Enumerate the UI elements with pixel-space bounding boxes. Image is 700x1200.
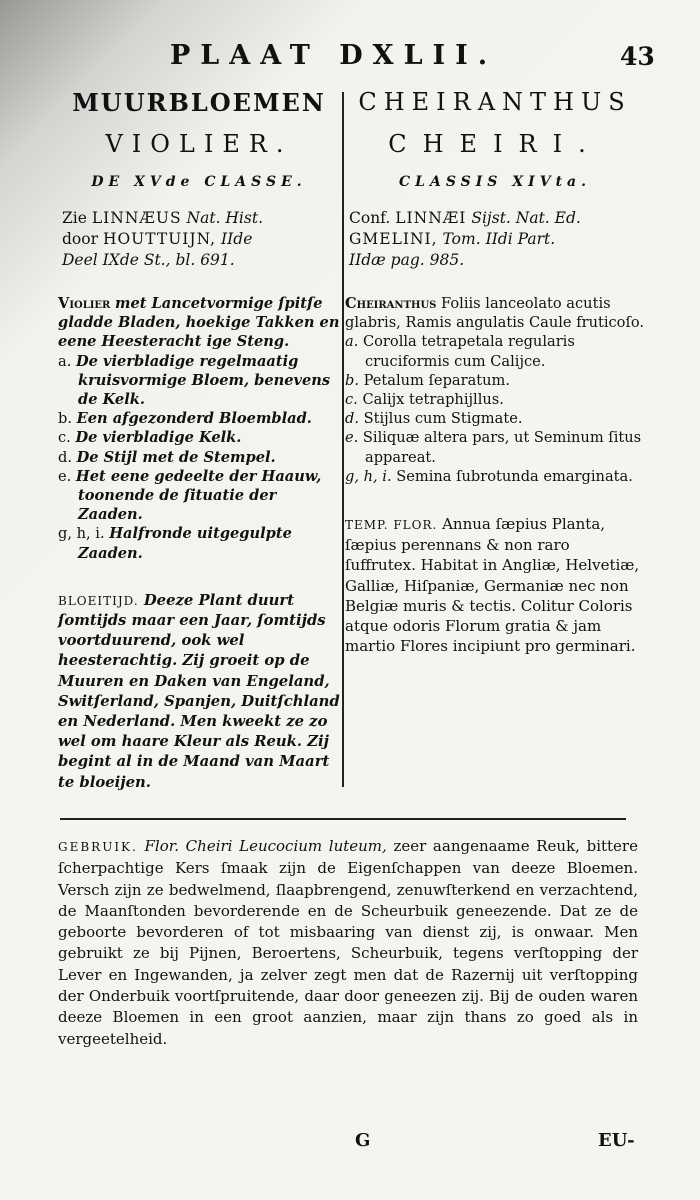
- latin-description: [345, 294, 645, 486]
- ref-page: IIdæ pag. 985.: [349, 251, 465, 269]
- figure-entry: [58, 352, 340, 410]
- figure-entry: [345, 467, 645, 486]
- signature-mark: G: [355, 1130, 371, 1151]
- plate-title: PLAAT DXLII.: [170, 40, 498, 71]
- entry-key: c.: [345, 391, 358, 409]
- ref-volume: IIde: [221, 230, 253, 248]
- entry-text: Petalum ſeparatum.: [363, 371, 511, 389]
- entry-text: Calijx tetraphijllus.: [362, 391, 504, 409]
- ref-work: Sijst. Nat. Ed.: [471, 209, 581, 227]
- latin-flowering: [345, 514, 645, 656]
- column-divider: [342, 92, 344, 787]
- ref-author: GMELINI,: [349, 230, 438, 248]
- entry-key: e.: [345, 429, 359, 447]
- figure-entry: [58, 448, 340, 467]
- dutch-class: DE XVde CLASSE.: [91, 174, 307, 190]
- usage-text: zeer aangenaame Reuk, bittere ſcherpachtige Kers ſmaak zijn de Eigenſchappen van deeze Bloemen. Versch zijn ze bedwelmend, ſlaapbrengend, zenuwſterkend en verzachtend, de Maanſtonden bevorderende en de Scheurbuik geneezende. Dat ze de geboorte bevorderen of tot misbaaring van dienst zij, is onwaar. Men gebruikt ze bij Pijnen, Beroertens, Scheurbuik, tegens verſtopping der Lever en Ingewanden, ja zelver zegt men dat de Razernij uit verſtopping der Onderbuik voortſpruitende, daar door geneezen zij. Bij de ouden waren deeze Bloemen in een groot aanzien, maar zijn thans zo goed als in vergeetelheid.: [58, 837, 638, 1048]
- entry-text: De vierbladige regelmaatig kruisvormige Bloem, benevens de Kelk.: [75, 352, 331, 409]
- dutch-name-line2: VIOLIER.: [105, 130, 293, 158]
- usage-paragraph: [58, 836, 638, 1050]
- entry-key: b.: [58, 410, 72, 428]
- description-intro: Foliis lanceolato acutis glabris, Ramis angulatis Caule fruticoſo.: [345, 295, 645, 332]
- usage-latin-name: Flor. Cheiri Leucocium luteum,: [144, 837, 387, 855]
- description-lead: Violier: [58, 295, 111, 312]
- ref-author: LINNÆUS: [91, 209, 182, 227]
- figure-entry: [345, 390, 645, 409]
- entry-key: g, h, i.: [345, 467, 392, 485]
- ref-prefix: door: [62, 230, 98, 248]
- flowering-text: Deeze Plant duurt ſomtijds maar een Jaar, ſomtijds voortduurend, ook wel heesterachtig. Zij groeit op de Muuren en Daken van Engeland, Switſerland, Spanjen, Duitſchland en Nederland. Men kweekt ze zo wel om haare Kleur als Reuk. Zij begint al in de Maand van Maart te bloeijen.: [58, 591, 340, 791]
- dutch-name-line1: MUURBLOEMEN: [72, 88, 326, 117]
- dutch-description: [58, 294, 340, 563]
- latin-name-line2: CHEIRI.: [388, 130, 602, 158]
- entry-key: a.: [345, 333, 359, 351]
- ref-author: HOUTTUIJN,: [102, 230, 217, 248]
- entry-key: d.: [58, 448, 72, 466]
- entry-text: Het eene gedeelte der Haauw, toonende de ſituatie der Zaaden.: [75, 467, 322, 524]
- flowering-text: Annua ſæpius Planta, ſæpius perennans & non raro ſuffrutex. Habitat in Angliæ, Helvetiæ, Galliæ, Hiſpaniæ, Germaniæ nec non Belgiæ muris & tectis. Colitur Coloris atque odoris Florum gratia & jam martio Flores incipiunt pro germinari.: [345, 515, 640, 656]
- entry-key: a.: [58, 352, 72, 370]
- dutch-flowering: [58, 591, 340, 793]
- entry-key: d.: [345, 410, 359, 428]
- entry-key: c.: [58, 429, 71, 447]
- description-lead: Cheiranthus: [345, 295, 437, 312]
- figure-entry: [58, 467, 340, 525]
- entry-text: Corolla tetrapetala regularis cruciformis cum Calijce.: [362, 333, 575, 370]
- figure-entry: [58, 428, 340, 447]
- description-intro: met Lancetvormige ſpitſe gladde Bladen, hoekige Takken en eene Heesteracht ige Steng.: [58, 295, 340, 351]
- entry-text: Een afgezonderd Bloemblad.: [76, 410, 312, 428]
- figure-entry: [58, 524, 340, 562]
- entry-text: Semina ſubrotunda emarginata.: [396, 467, 633, 485]
- catchword: EU-: [598, 1130, 635, 1151]
- ref-author: LINNÆI: [395, 209, 467, 227]
- page-number: 43: [620, 42, 655, 71]
- entry-text: Halfronde uitgegulpte Zaaden.: [78, 525, 292, 562]
- entry-key: e.: [58, 467, 72, 485]
- entry-text: Siliquæ altera pars, ut Seminum ſitus appareat.: [362, 429, 642, 466]
- dutch-column: [58, 88, 340, 793]
- figure-entry: [345, 332, 645, 370]
- ref-prefix: Conf.: [349, 209, 391, 227]
- flowering-label: BLOEITIJD.: [58, 593, 139, 608]
- ref-volume: Tom. IIdi Part.: [442, 230, 556, 248]
- ref-work: Nat. Hist.: [186, 209, 264, 227]
- flowering-label: TEMP. FLOR.: [345, 518, 438, 533]
- figure-entry: [58, 409, 340, 428]
- ref-page: Deel IXde St., bl. 691.: [62, 251, 235, 269]
- latin-name-line1: CHEIRANTHUS: [358, 88, 632, 116]
- section-rule: [60, 818, 626, 820]
- entry-text: De vierbladige Kelk.: [75, 429, 242, 447]
- latin-column: [345, 88, 645, 656]
- entry-key: g, h, i.: [58, 525, 105, 543]
- ref-prefix: Zie: [62, 209, 87, 227]
- usage-label: GEBRUIK.: [58, 840, 138, 854]
- figure-entry: [345, 428, 645, 466]
- dutch-reference: [58, 208, 340, 276]
- entry-key: b.: [345, 371, 359, 389]
- figure-entry: [345, 409, 645, 428]
- entry-text: De Stijl met de Stempel.: [76, 448, 276, 466]
- entry-text: Stijlus cum Stigmate.: [363, 410, 523, 428]
- figure-entry: [345, 371, 645, 390]
- latin-reference: [345, 208, 645, 276]
- latin-class: CLASSIS XIVta.: [399, 174, 591, 190]
